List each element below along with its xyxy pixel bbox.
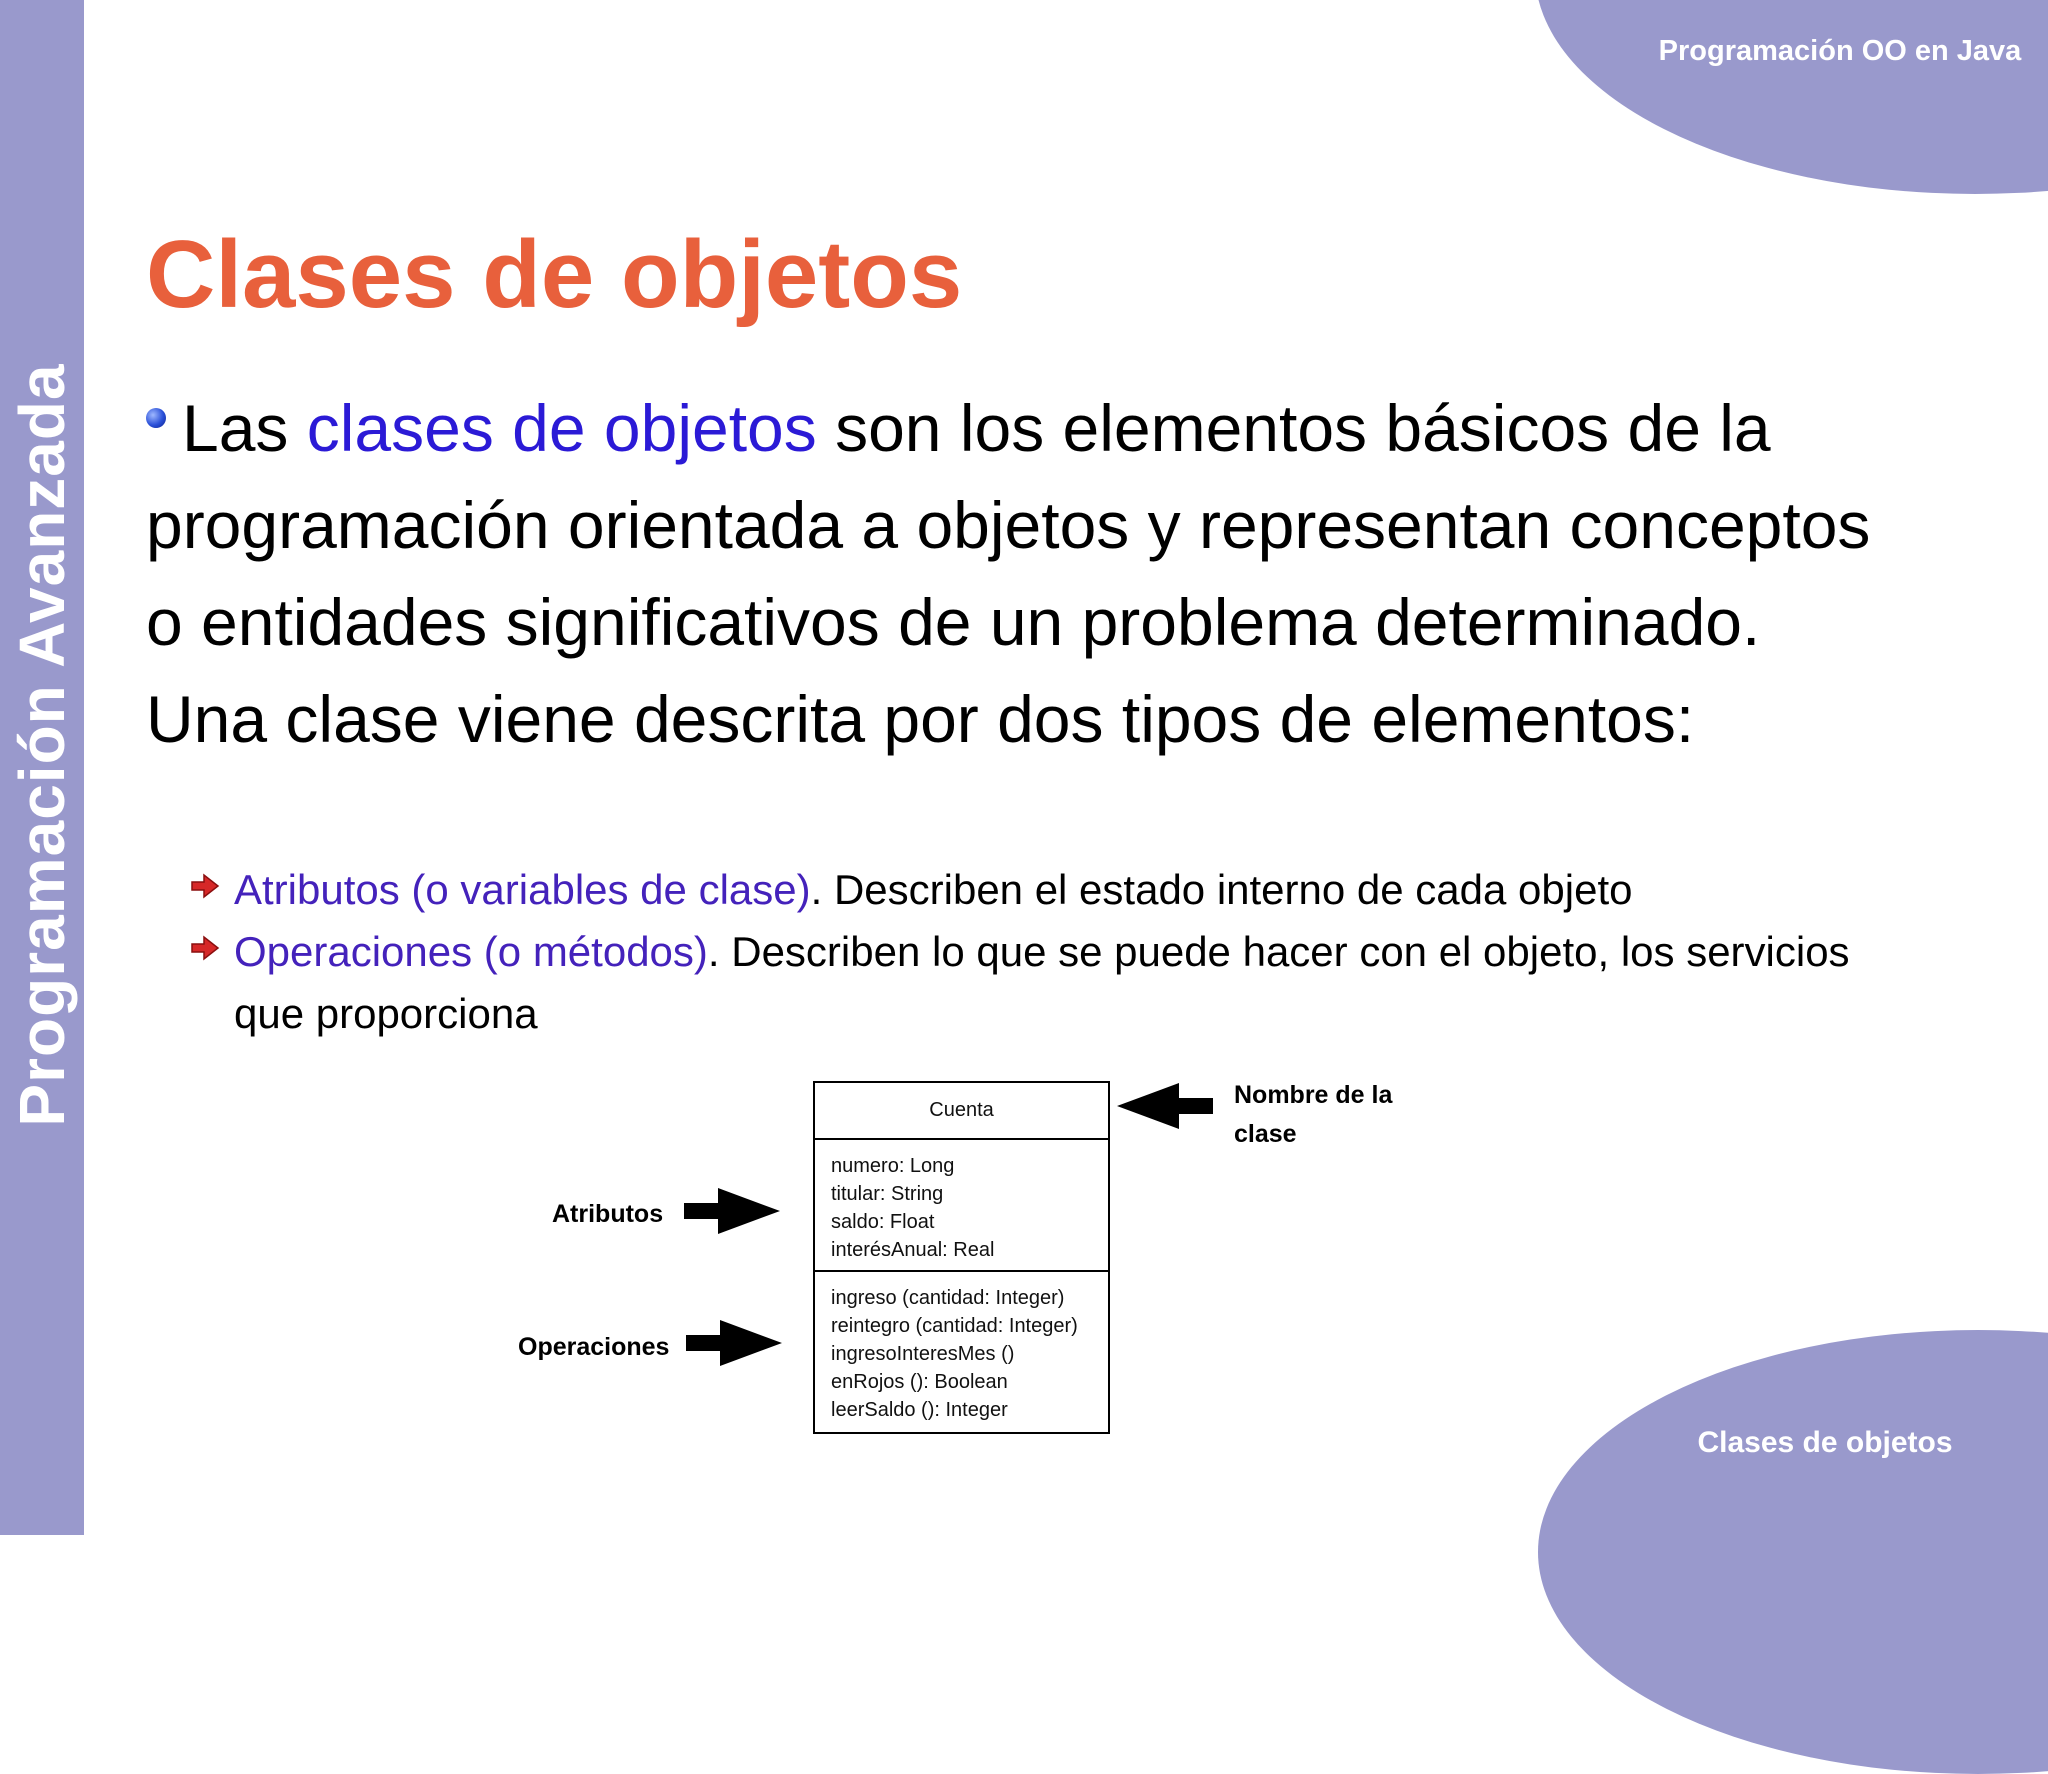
uml-operation: ingresoInteresMes () xyxy=(831,1343,1015,1365)
uml-attribute: numero: Long xyxy=(831,1155,955,1177)
main-paragraph xyxy=(146,380,1886,768)
uml-operation: reintegro (cantidad: Integer) xyxy=(831,1315,1078,1337)
uml-attribute: titular: String xyxy=(831,1183,944,1205)
uml-class-name: Cuenta xyxy=(815,1083,1108,1140)
sub-item-highlight: Atributos (o variables de clase) xyxy=(234,866,811,913)
uml-operations-section xyxy=(815,1272,1108,1432)
footer-corner-label: Clases de objetos xyxy=(1697,1426,1953,1459)
arrow-right-icon xyxy=(686,1320,784,1366)
sub-bullet-list xyxy=(190,859,1890,1045)
uml-attributes-section xyxy=(815,1140,1108,1272)
uml-operation: ingreso (cantidad: Integer) xyxy=(831,1287,1065,1309)
uml-attribute: saldo: Float xyxy=(831,1211,935,1233)
uml-operation: leerSaldo (): Integer xyxy=(831,1399,1008,1421)
bullet-sphere-icon xyxy=(146,408,166,428)
uml-attribute: interésAnual: Real xyxy=(831,1239,995,1261)
slide-title: Clases de objetos xyxy=(146,221,963,328)
label-attributes: Atributos xyxy=(552,1200,664,1228)
label-class-name: Nombre de la clase xyxy=(1234,1081,1393,1148)
sidebar xyxy=(0,0,84,1535)
paragraph-part1: Las xyxy=(182,391,307,465)
sub-item-text: . Describen el estado interno de cada objeto xyxy=(810,866,1633,913)
footer-corner-shape xyxy=(1538,1330,2048,1774)
arrow-right-icon xyxy=(684,1188,782,1234)
arrow-left-icon xyxy=(1117,1083,1215,1129)
list-item xyxy=(190,921,1890,1045)
paragraph-part2: son los elementos básicos de la programación orientada a objetos y representan conceptos o entidades significativos de un problema determinado. Una clase viene descrita por dos tipos de elementos: xyxy=(146,391,1871,756)
header-corner-label: Programación OO en Java xyxy=(1658,35,2022,67)
paragraph-highlight: clases de objetos xyxy=(306,391,817,465)
red-arrow-bullet-icon xyxy=(190,935,220,961)
uml-class-box xyxy=(813,1081,1110,1434)
red-arrow-bullet-icon xyxy=(190,873,220,899)
label-operations: Operaciones xyxy=(518,1333,670,1361)
sidebar-title: Programación Avanzada xyxy=(6,363,78,1127)
sub-item-highlight: Operaciones (o métodos) xyxy=(234,928,708,975)
list-item xyxy=(190,859,1890,921)
sub-item-text: . Describen lo que se puede hacer con el objeto, los servicios que proporciona xyxy=(234,928,1850,1037)
uml-operation: enRojos (): Boolean xyxy=(831,1371,1008,1393)
